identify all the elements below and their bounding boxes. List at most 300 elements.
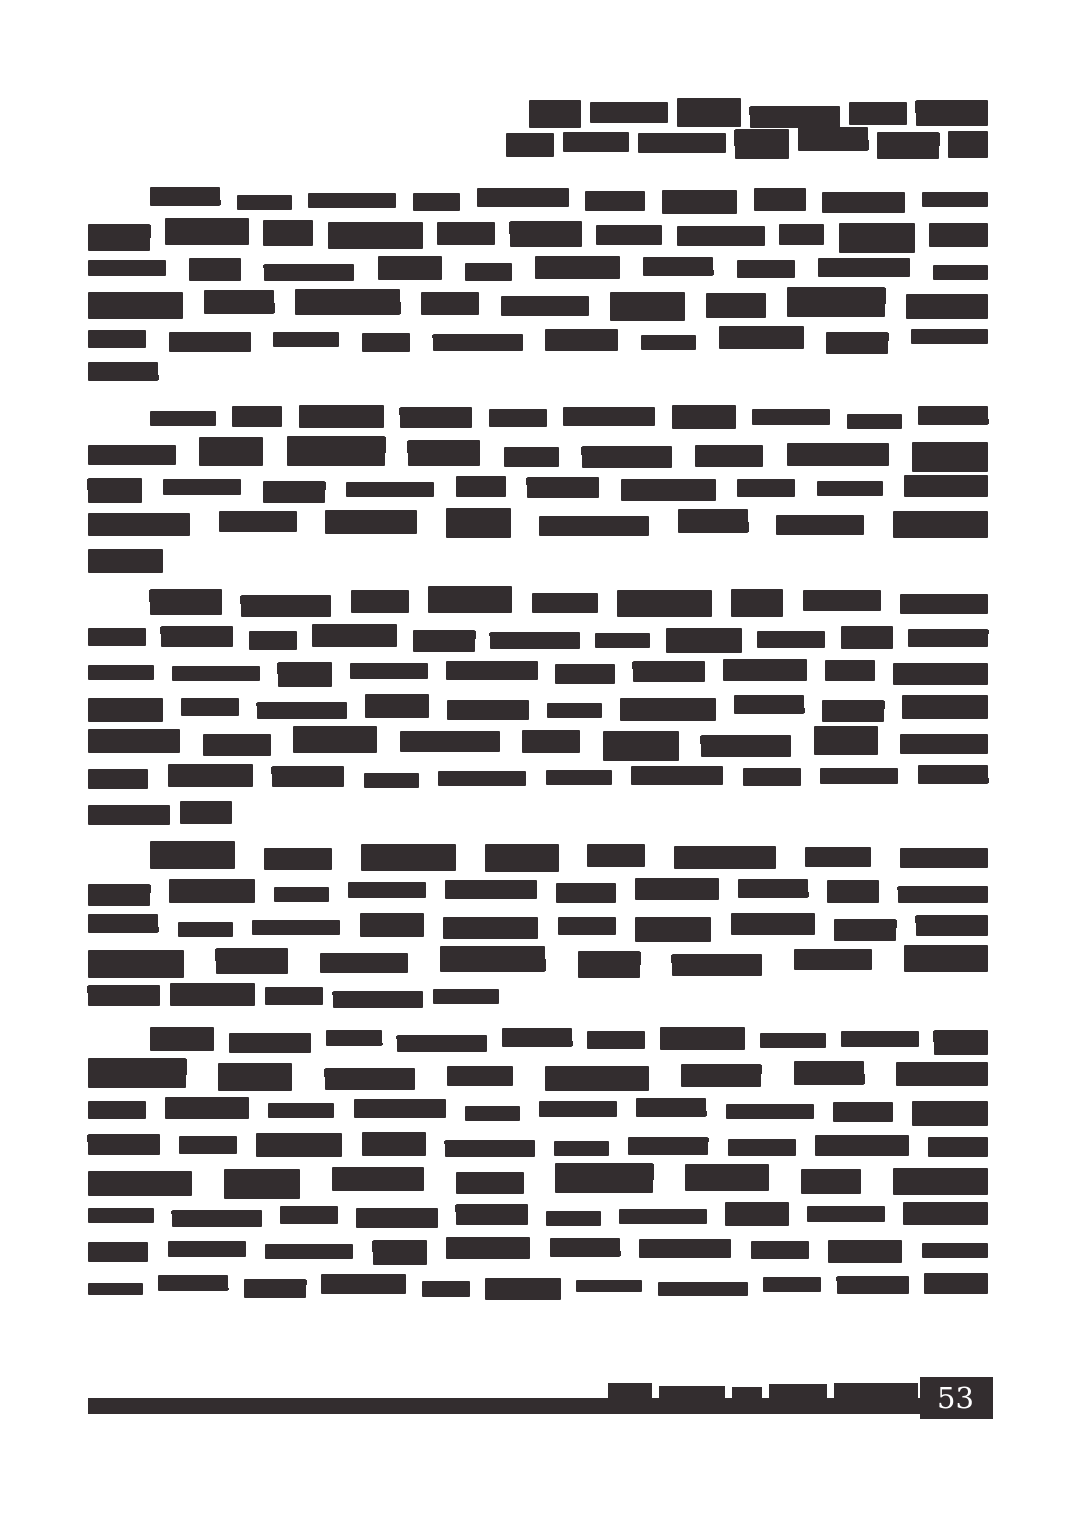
text-line-redacted (88, 1163, 988, 1198)
redacted-word (731, 913, 815, 935)
body-text-block (88, 182, 988, 1303)
redacted-word (636, 1098, 706, 1117)
redacted-word (522, 730, 580, 753)
redacted-word (916, 100, 988, 126)
redacted-word (595, 633, 650, 648)
redacted-word (397, 1035, 487, 1052)
redacted-word (408, 440, 480, 466)
text-line-redacted (88, 541, 988, 576)
redacted-word (273, 332, 339, 347)
redacted-word (701, 735, 791, 757)
redacted-word (563, 132, 629, 152)
redacted-word (787, 287, 885, 317)
redacted-word (737, 260, 795, 278)
redacted-word (456, 1204, 528, 1225)
redacted-word (545, 1066, 649, 1091)
redacted-word (585, 191, 645, 211)
redacted-word (237, 195, 292, 210)
redacted-word (181, 698, 239, 716)
redacted-word (596, 225, 662, 245)
text-line-redacted (88, 839, 988, 874)
redacted-word (456, 1172, 524, 1194)
redacted-word (88, 985, 160, 1006)
redacted-word (803, 590, 881, 611)
redacted-word (161, 626, 233, 647)
redacted-word (847, 414, 902, 429)
redacted-word (88, 805, 170, 825)
redacted-word (706, 293, 766, 318)
page-number: 53 (937, 1381, 974, 1415)
text-line-redacted (88, 1198, 988, 1233)
redacted-word (641, 335, 696, 350)
redacted-word (833, 1102, 893, 1122)
redacted-word (948, 131, 988, 158)
redacted-word (293, 726, 377, 753)
text-line-redacted (88, 1233, 988, 1268)
redacted-word (547, 703, 602, 718)
redacted-word (638, 133, 726, 153)
redacted-word (241, 595, 331, 617)
redacted-word (490, 632, 580, 649)
redacted-word (814, 726, 878, 755)
redacted-word (280, 1206, 338, 1224)
redacted-word (265, 1244, 353, 1259)
redacted-word (672, 954, 762, 976)
redacted-word (695, 445, 763, 467)
text-line-redacted (88, 1268, 988, 1303)
text-line-redacted (88, 760, 988, 795)
redacted-word (351, 590, 409, 613)
redacted-word (674, 846, 776, 869)
text-line-redacted (88, 725, 988, 760)
redacted-word (229, 1033, 311, 1053)
redacted-word (912, 442, 988, 472)
redacted-word (179, 1136, 237, 1154)
redacted-word (546, 1211, 601, 1226)
redacted-word (896, 1062, 988, 1086)
text-line-redacted (88, 506, 988, 541)
redacted-word (911, 329, 988, 344)
redacted-word (908, 629, 988, 647)
redacted-word (312, 624, 397, 647)
redacted-word (619, 1209, 707, 1224)
redacted-word (501, 296, 589, 316)
redacted-word (362, 1132, 426, 1156)
redacted-word (769, 1384, 827, 1398)
redacted-word (539, 516, 649, 536)
redacted-word (633, 661, 705, 682)
redacted-word (438, 771, 526, 786)
redacted-word (447, 700, 529, 720)
redacted-word (918, 765, 988, 784)
redacted-word (900, 734, 988, 754)
redacted-word (587, 1031, 645, 1049)
redacted-word (510, 221, 582, 247)
redacted-word (274, 887, 329, 902)
redacted-word (666, 628, 742, 653)
redacted-word (794, 949, 872, 970)
text-line-redacted (88, 436, 988, 471)
redacted-word (244, 1279, 306, 1298)
redacted-word (794, 1061, 864, 1085)
text-line-redacted (88, 1093, 988, 1128)
redacted-word (587, 844, 645, 867)
redacted-word (218, 1063, 292, 1091)
redacted-word (903, 1202, 988, 1225)
redacted-word (88, 729, 180, 753)
redacted-word (88, 1283, 143, 1295)
paragraph-redacted (88, 1023, 988, 1303)
redacted-word (826, 332, 888, 354)
redacted-word (256, 1133, 342, 1157)
redacted-word (88, 1208, 154, 1223)
redacted-word (249, 631, 297, 650)
redacted-word (172, 666, 260, 681)
redacted-word (224, 1169, 300, 1199)
title-block (88, 100, 988, 156)
redacted-word (916, 915, 988, 936)
text-line-redacted (88, 795, 988, 830)
redacted-word (88, 549, 163, 573)
redacted-word (798, 127, 868, 151)
redacted-word (170, 983, 255, 1006)
redacted-word (268, 1103, 334, 1118)
redacted-word (779, 224, 824, 245)
redacted-word (440, 946, 545, 972)
redacted-word (477, 188, 569, 207)
redacted-word (421, 292, 479, 315)
redacted-word (360, 913, 424, 937)
redacted-word (265, 987, 323, 1005)
text-line-redacted (88, 1023, 988, 1058)
redacted-word (737, 479, 795, 497)
redacted-word (88, 914, 158, 933)
redacted-word (734, 695, 804, 714)
redacted-word (88, 769, 148, 789)
redacted-word (287, 436, 385, 466)
redacted-word (172, 1210, 262, 1227)
redacted-word (550, 1238, 620, 1257)
text-line-redacted (88, 585, 988, 620)
redacted-word (750, 106, 840, 128)
redacted-word (841, 1031, 919, 1047)
redacted-word (88, 260, 166, 276)
redacted-word (839, 223, 915, 253)
redacted-word (918, 406, 988, 425)
text-line-redacted (88, 909, 988, 944)
redacted-word (333, 991, 423, 1008)
redacted-word (346, 482, 434, 497)
text-line-redacted (88, 690, 988, 725)
text-line-redacted (88, 1058, 988, 1093)
redacted-word (558, 917, 616, 935)
redacted-word (465, 263, 512, 281)
text-line-redacted (88, 357, 988, 392)
redacted-word (308, 193, 396, 208)
redacted-word (446, 1237, 530, 1259)
paragraph-redacted (88, 585, 988, 830)
redacted-word (760, 1033, 826, 1048)
redacted-word (610, 292, 685, 321)
redacted-word (757, 631, 825, 648)
redacted-word (362, 333, 410, 352)
redacted-word (165, 218, 249, 245)
redacted-word (900, 848, 988, 868)
redacted-word (169, 332, 251, 352)
redacted-word (635, 878, 719, 900)
redacted-word (805, 847, 871, 867)
redacted-word (752, 409, 830, 425)
redacted-word (582, 446, 672, 468)
redacted-word (929, 223, 988, 247)
redacted-word (818, 258, 910, 277)
redacted-word (738, 879, 808, 898)
redacted-word (841, 626, 893, 649)
redacted-word (822, 192, 905, 213)
redacted-word (485, 1278, 561, 1300)
redacted-word (677, 98, 741, 127)
redacted-word (232, 406, 282, 427)
redacted-word (203, 734, 271, 756)
text-line-redacted (88, 944, 988, 979)
redacted-word (893, 511, 988, 538)
redacted-word (465, 1106, 520, 1121)
redacted-word (535, 256, 620, 279)
redacted-word (325, 1068, 415, 1090)
redacted-word (252, 920, 340, 935)
redacted-word (356, 1208, 438, 1228)
redacted-word (685, 1164, 769, 1191)
redacted-word (326, 1030, 382, 1046)
redacted-word (728, 1139, 796, 1156)
redacted-word (922, 192, 988, 207)
redacted-word (658, 1282, 748, 1296)
redacted-word (743, 768, 801, 786)
redacted-word (815, 1135, 909, 1156)
redacted-word (88, 224, 150, 251)
redacted-word (88, 950, 184, 978)
redacted-word (807, 1206, 885, 1222)
redacted-word (428, 586, 512, 613)
text-line-redacted (88, 620, 988, 655)
redacted-word (904, 475, 988, 497)
redacted-word (834, 1383, 918, 1398)
redacted-word (837, 1276, 909, 1294)
redacted-word (88, 292, 183, 319)
paragraph-redacted (88, 839, 988, 1014)
text-line-redacted (88, 1128, 988, 1163)
paragraph-redacted (88, 182, 988, 392)
redacted-word (643, 257, 713, 276)
redacted-word (732, 1387, 762, 1398)
redacted-word (532, 593, 598, 613)
redacted-word (445, 880, 537, 899)
redacted-word (88, 1171, 192, 1196)
redacted-word (660, 1027, 745, 1050)
redacted-word (787, 443, 889, 466)
redacted-word (88, 513, 190, 536)
redacted-word (662, 190, 737, 214)
redacted-word (446, 508, 511, 538)
redacted-word (88, 445, 176, 465)
redacted-word (88, 1134, 160, 1155)
redacted-word (328, 222, 423, 249)
redacted-word (723, 659, 807, 681)
redacted-word (180, 801, 232, 824)
page-number-badge (920, 1377, 993, 1419)
redacted-word (321, 1274, 406, 1294)
redacted-word (893, 1168, 988, 1195)
redacted-word (554, 1141, 609, 1156)
redacted-word (378, 256, 442, 280)
text-line-redacted (88, 874, 988, 909)
redacted-word (934, 1030, 988, 1055)
redacted-word (443, 917, 538, 939)
redacted-word (621, 479, 716, 501)
redacted-word (681, 1064, 761, 1087)
redacted-word (88, 330, 146, 348)
redacted-word (88, 478, 142, 503)
redacted-word (539, 1101, 617, 1117)
redacted-word (199, 437, 263, 466)
redacted-word (263, 481, 325, 503)
redacted-word (635, 917, 711, 942)
redacted-word (413, 630, 475, 652)
redacted-word (361, 844, 456, 871)
redacted-word (578, 951, 640, 978)
redacted-word (88, 628, 146, 646)
redacted-word (150, 589, 222, 615)
redacted-word (413, 193, 460, 211)
page-content (88, 100, 988, 1312)
redacted-word (776, 515, 864, 535)
redacted-word (88, 1242, 148, 1262)
redacted-word (933, 265, 988, 280)
redacted-word (898, 886, 988, 903)
redacted-word (590, 102, 668, 123)
redacted-word (169, 879, 255, 903)
redacted-word (446, 661, 538, 680)
redacted-word (320, 953, 408, 973)
redacted-word (556, 883, 616, 903)
redacted-word (272, 766, 344, 787)
redacted-word (735, 129, 789, 159)
redacted-word (801, 1169, 861, 1194)
redacted-word (529, 100, 581, 128)
redacted-word (877, 132, 939, 159)
redacted-word (628, 1137, 708, 1155)
redacted-word (639, 1239, 731, 1258)
redacted-word (900, 594, 988, 614)
redacted-word (88, 698, 163, 722)
redacted-word (437, 222, 495, 245)
redacted-word (620, 698, 716, 721)
redacted-word (264, 848, 332, 870)
redacted-word (563, 407, 655, 426)
redacted-word (88, 884, 150, 906)
text-line-redacted (88, 655, 988, 690)
redacted-word (88, 665, 154, 680)
text-line-redacted (88, 217, 988, 252)
redacted-word (825, 660, 875, 681)
redacted-word (924, 1273, 988, 1294)
redacted-word (827, 880, 879, 903)
redacted-word (278, 662, 332, 687)
footer-rule (88, 1398, 920, 1414)
redacted-word (295, 289, 400, 315)
journal-name-redacted (608, 1383, 918, 1398)
redacted-word (445, 1140, 535, 1157)
redacted-word (189, 258, 241, 281)
title-line-redacted (88, 100, 988, 128)
redacted-word (219, 511, 297, 532)
redacted-word (257, 702, 347, 719)
text-line-redacted (88, 979, 988, 1014)
redacted-word (504, 447, 559, 467)
redacted-word (822, 700, 884, 722)
text-line-redacted (88, 322, 988, 357)
text-line-redacted (88, 471, 988, 506)
redacted-word (264, 264, 354, 281)
paragraph-redacted (88, 401, 988, 576)
redacted-word (422, 1281, 470, 1297)
redacted-word (608, 1383, 652, 1398)
redacted-word (325, 510, 417, 534)
redacted-word (678, 509, 748, 533)
redacted-word (348, 882, 426, 898)
redacted-word (576, 1280, 642, 1292)
redacted-word (719, 326, 804, 349)
redacted-word (527, 477, 599, 498)
redacted-word (365, 694, 429, 718)
redacted-word (400, 731, 500, 752)
redacted-word (751, 1241, 809, 1259)
redacted-word (489, 409, 547, 427)
redacted-word (447, 1066, 513, 1086)
redacted-word (88, 362, 158, 381)
redacted-word (906, 294, 988, 319)
redacted-word (672, 405, 736, 429)
redacted-word (603, 731, 679, 761)
redacted-word (912, 1101, 988, 1126)
redacted-word (555, 1163, 653, 1193)
redacted-word (546, 770, 612, 785)
redacted-word (168, 764, 253, 787)
redacted-word (922, 1243, 988, 1258)
redacted-word (902, 695, 988, 719)
redacted-word (150, 841, 235, 869)
redacted-word (828, 1240, 902, 1263)
redacted-word (150, 187, 220, 206)
redacted-word (754, 188, 806, 211)
redacted-word (485, 844, 559, 872)
redacted-word (763, 1277, 821, 1292)
redacted-word (545, 329, 618, 351)
redacted-word (726, 1104, 814, 1119)
text-line-redacted (88, 287, 988, 322)
redacted-word (893, 663, 988, 685)
redacted-word (88, 1101, 146, 1119)
redacted-word (928, 1137, 988, 1157)
redacted-word (216, 948, 288, 974)
redacted-word (659, 1386, 725, 1398)
redacted-word (677, 226, 765, 246)
text-line-redacted (88, 182, 988, 217)
redacted-word (150, 1027, 214, 1051)
page-footer (88, 1377, 993, 1419)
redacted-word (163, 479, 241, 495)
redacted-word (631, 766, 723, 785)
